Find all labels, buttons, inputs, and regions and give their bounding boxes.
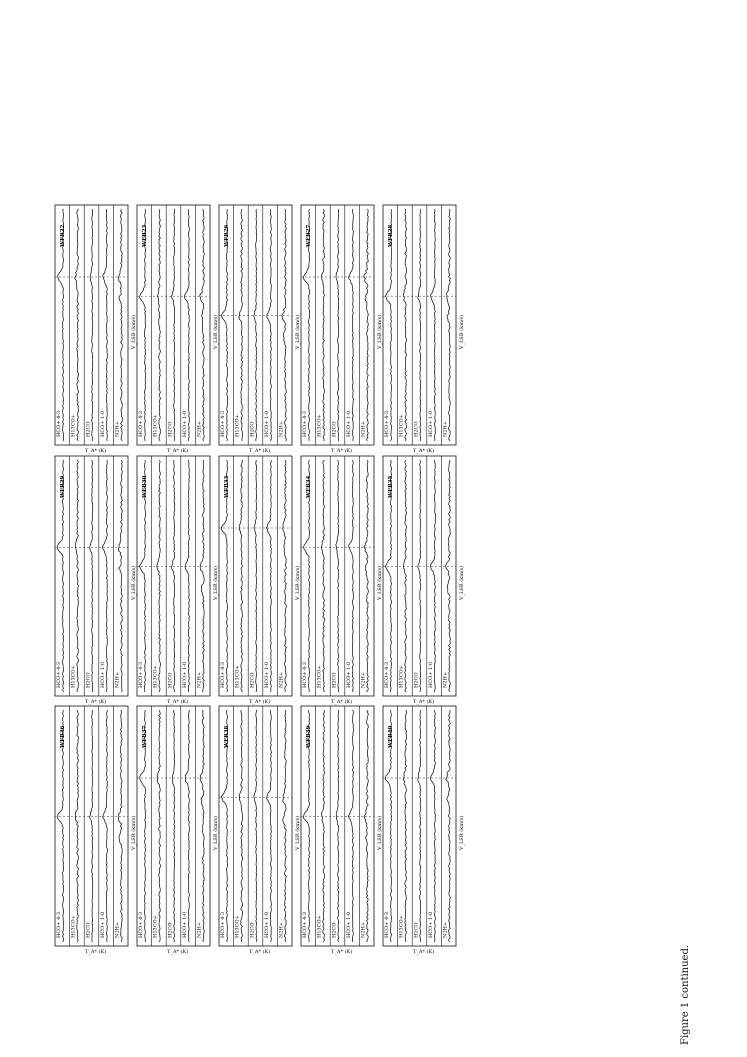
x-axis-label: V_LSR (km/s) (295, 815, 301, 850)
source-name: WFB40 (388, 725, 394, 748)
source-panel (219, 456, 301, 705)
source-panel (137, 706, 219, 955)
spectrum-line (157, 710, 161, 942)
source-name: WFB39 (306, 725, 312, 748)
line-label: H13CO+ (234, 915, 241, 938)
x-axis-label: V_LSR (km/s) (213, 815, 219, 850)
y-axis-label: T_A* (K) (413, 949, 435, 955)
line-label: HCO+ 1-0 (427, 911, 434, 938)
y-axis-label: T_A* (K) (167, 699, 189, 705)
spectrum-line (185, 710, 189, 942)
line-label: HCO+ 4-3 (56, 911, 63, 938)
y-axis-label: T_A* (K) (249, 699, 271, 705)
spectrum-line (90, 460, 93, 692)
line-label: H2CO (249, 672, 256, 688)
line-label: N2H+ (278, 420, 285, 437)
spectrum-line (349, 209, 354, 441)
x-axis-label: V_LSR (km/s) (131, 314, 137, 349)
line-label: H2CO (85, 672, 92, 688)
spectrum-line (239, 460, 243, 692)
spectrum-line (431, 209, 436, 441)
y-axis-label: T_A* (K) (85, 949, 107, 955)
spectrum-line (364, 460, 369, 692)
line-label: HCO+ 1-0 (181, 661, 188, 688)
line-label: HCO+ 1-0 (427, 410, 434, 437)
spectrum-line (200, 710, 204, 942)
spectrum-line (283, 710, 287, 942)
spectrum-line (185, 460, 189, 692)
spectrum-line (322, 209, 325, 441)
line-label: HCO+ 4-3 (56, 410, 63, 437)
x-axis-label: V_LSR (km/s) (377, 314, 383, 349)
spectrum-line (99, 460, 107, 692)
spectrum-line (336, 460, 339, 692)
line-label: N2H+ (114, 420, 121, 437)
spectrum-line (364, 209, 369, 441)
line-label: H13CO+ (398, 665, 405, 688)
line-label: H13CO+ (234, 665, 241, 688)
line-label: HCO+ 1-0 (345, 911, 352, 938)
spectrum-line (185, 209, 190, 441)
spectrum-line (403, 209, 406, 441)
line-label: N2H+ (196, 671, 203, 688)
spectrum-line (349, 460, 354, 692)
spectrum-line (403, 710, 406, 942)
line-label: HCO+ 1-0 (427, 661, 434, 688)
line-label: HCO+ 4-3 (384, 661, 391, 688)
line-label: N2H+ (360, 420, 367, 437)
line-label: N2H+ (196, 420, 203, 437)
line-label: HCO+ 4-3 (138, 661, 145, 688)
figure-caption: Figure 1 continued. (680, 944, 691, 1045)
spectrum-line (267, 209, 272, 441)
spectrum-line (75, 209, 79, 441)
line-label: HCO+ 1-0 (345, 410, 352, 437)
spectrum-line (254, 710, 257, 942)
y-axis-label: T_A* (K) (85, 448, 107, 454)
y-axis-label: T_A* (K) (167, 448, 189, 454)
spectrum-line (321, 710, 324, 942)
line-label: H2CO (413, 421, 420, 437)
source-panel (55, 456, 137, 705)
source-name: WFB36 (60, 725, 66, 748)
source-name: WFB35 (388, 475, 394, 498)
x-axis-label: V_LSR (km/s) (131, 815, 137, 850)
source-name: WFB22 (60, 224, 66, 247)
spectrum-line (172, 710, 174, 942)
line-label: HCO+ 1-0 (181, 410, 188, 437)
x-axis-label: V_LSR (km/s) (377, 565, 383, 600)
spectrum-line (254, 209, 257, 441)
x-axis-label: V_LSR (km/s) (295, 314, 301, 349)
line-label: H13CO+ (70, 414, 77, 437)
spectrum-line (283, 460, 287, 692)
spectrum-line (403, 460, 406, 692)
line-label: N2H+ (442, 420, 449, 437)
line-label: HCO+ 4-3 (220, 911, 227, 938)
line-label: H2CO (413, 922, 420, 938)
spectrum-line (118, 460, 122, 692)
spectrum-line (90, 710, 93, 942)
spectrum-line (90, 209, 93, 441)
source-name: WFB26 (224, 224, 230, 247)
spectrum-line (364, 710, 368, 942)
line-label: HCO+ 4-3 (302, 410, 309, 437)
spectrum-line (418, 710, 421, 942)
source-name: WFB29 (60, 475, 66, 498)
line-label: H2CO (249, 421, 256, 437)
spectrum-line (418, 460, 421, 692)
line-label: H13CO+ (234, 414, 241, 437)
line-label: N2H+ (114, 671, 121, 688)
source-panel (301, 456, 383, 705)
source-name: WFB27 (306, 224, 312, 247)
line-label: N2H+ (442, 921, 449, 938)
y-axis-label: T_A* (K) (331, 699, 353, 705)
spectrum-line (239, 710, 242, 942)
y-axis-label: T_A* (K) (331, 448, 353, 454)
x-axis-label: V_LSR (km/s) (459, 314, 465, 349)
line-label: H2CO (85, 421, 92, 437)
line-label: HCO+ 1-0 (99, 410, 106, 437)
line-label: HCO+ 4-3 (56, 661, 63, 688)
source-panel (219, 706, 301, 955)
line-label: H13CO+ (70, 915, 77, 938)
source-panel (383, 706, 465, 955)
spectrum-line (200, 460, 204, 692)
line-label: HCO+ 1-0 (99, 911, 106, 938)
line-label: H13CO+ (152, 665, 159, 688)
source-panel (137, 456, 219, 705)
spectrum-line (418, 209, 421, 441)
line-label: HCO+ 1-0 (263, 661, 270, 688)
spectrum-line (239, 209, 243, 441)
source-name: WFB34 (306, 475, 312, 498)
line-label: N2H+ (360, 671, 367, 688)
spectrum-line (118, 710, 122, 942)
line-label: HCO+ 4-3 (302, 911, 309, 938)
y-axis-label: T_A* (K) (331, 949, 353, 955)
spectrum-line (200, 209, 205, 441)
line-label: HCO+ 4-3 (220, 410, 227, 437)
line-label: HCO+ 1-0 (181, 911, 188, 938)
line-label: H2CO (249, 922, 256, 938)
y-axis-label: T_A* (K) (85, 699, 107, 705)
line-label: H2CO (413, 672, 420, 688)
spectrum-line (446, 460, 451, 692)
spectrum-line (172, 209, 175, 441)
line-label: N2H+ (442, 671, 449, 688)
line-label: H2CO (331, 672, 338, 688)
line-label: N2H+ (278, 671, 285, 688)
line-label: H13CO+ (398, 915, 405, 938)
line-label: N2H+ (114, 921, 121, 938)
spectrum-line (172, 460, 175, 692)
y-axis-label: T_A* (K) (413, 448, 435, 454)
line-label: H2CO (85, 922, 92, 938)
x-axis-label: V_LSR (km/s) (213, 565, 219, 600)
line-label: H13CO+ (316, 665, 323, 688)
line-label: N2H+ (278, 921, 285, 938)
source-name: WFB33 (224, 475, 230, 498)
spectrum-line (447, 209, 451, 441)
source-panel (301, 205, 383, 454)
line-label: HCO+ 4-3 (384, 410, 391, 437)
line-label: H2CO (167, 421, 174, 437)
source-panel (55, 706, 137, 955)
x-axis-label: V_LSR (km/s) (377, 815, 383, 850)
line-label: HCO+ 4-3 (220, 661, 227, 688)
line-label: H13CO+ (398, 414, 405, 437)
line-label: HCO+ 4-3 (302, 661, 309, 688)
line-label: HCO+ 1-0 (263, 410, 270, 437)
spectrum-line (282, 209, 287, 441)
line-label: HCO+ 1-0 (263, 911, 270, 938)
source-name: WFB28 (388, 224, 394, 247)
spectrum-line (336, 209, 339, 441)
spectrum-line (263, 460, 271, 692)
line-label: HCO+ 4-3 (384, 911, 391, 938)
line-label: H13CO+ (316, 414, 323, 437)
line-label: HCO+ 1-0 (99, 661, 106, 688)
line-label: H13CO+ (152, 414, 159, 437)
line-label: H2CO (167, 922, 174, 938)
spectrum-line (103, 209, 107, 441)
source-panel (383, 456, 465, 705)
y-axis-label: T_A* (K) (167, 949, 189, 955)
line-label: H13CO+ (152, 915, 159, 938)
line-label: HCO+ 1-0 (345, 661, 352, 688)
line-label: N2H+ (360, 921, 367, 938)
line-label: H2CO (167, 672, 174, 688)
line-label: H2CO (331, 421, 338, 437)
x-axis-label: V_LSR (km/s) (213, 314, 219, 349)
line-label: HCO+ 4-3 (138, 410, 145, 437)
spectrum-line (345, 710, 353, 942)
source-name: WFB30 (142, 475, 148, 498)
line-label: N2H+ (196, 921, 203, 938)
spectrum-line (75, 460, 78, 692)
source-panel (55, 205, 137, 454)
spectrum-line (446, 710, 451, 942)
spectrum-line (158, 209, 161, 441)
source-panel (137, 205, 219, 454)
spectrum-line (75, 710, 78, 942)
line-label: HCO+ 4-3 (138, 911, 145, 938)
source-name: WFB23 (142, 224, 148, 247)
source-panel (219, 205, 301, 454)
x-axis-label: V_LSR (km/s) (131, 565, 137, 600)
line-label: H13CO+ (70, 665, 77, 688)
source-panel (383, 205, 465, 454)
y-axis-label: T_A* (K) (413, 699, 435, 705)
spectrum-line (254, 460, 257, 692)
line-label: H2CO (331, 922, 338, 938)
spectrum-line (118, 209, 122, 441)
source-name: WFB38 (224, 725, 230, 748)
spectrum-line (431, 710, 436, 942)
spectrum-line (267, 710, 272, 942)
y-axis-label: T_A* (K) (249, 448, 271, 454)
line-label: H13CO+ (316, 915, 323, 938)
x-axis-label: V_LSR (km/s) (295, 565, 301, 600)
y-axis-label: T_A* (K) (249, 949, 271, 955)
spectrum-line (157, 460, 161, 692)
source-name: WFB37 (142, 725, 148, 748)
spectrum-line (321, 460, 324, 692)
x-axis-label: V_LSR (km/s) (459, 815, 465, 850)
spectrum-line (103, 710, 108, 942)
spectrum-line (431, 460, 436, 692)
spectrum-line (336, 710, 339, 942)
source-panel (301, 706, 383, 955)
x-axis-label: V_LSR (km/s) (459, 565, 465, 600)
